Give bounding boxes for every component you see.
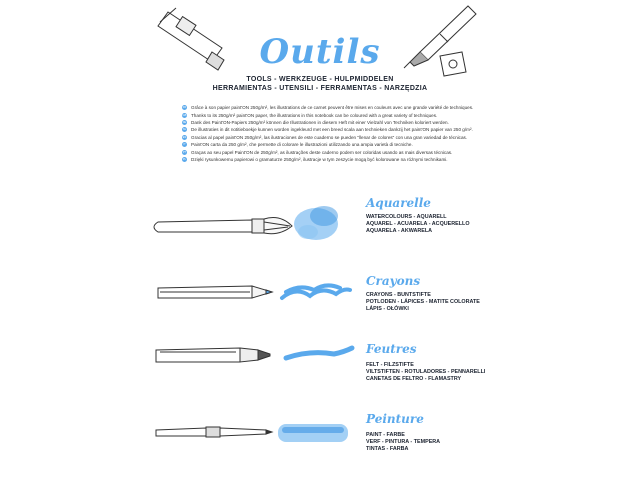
tool-line: CANETAS DE FELTRO - FLAMASTRY — [366, 376, 462, 383]
intro-text: Thanks to its 250g/m² paint'ON paper, the illustrations in this notebook can be coloured with a great variety of techniques. — [191, 112, 438, 118]
tool-title-feutres: Feutres — [366, 342, 417, 356]
page-title: Outils — [259, 32, 381, 72]
intro-text: Gracias al papel paint'ON 250g/m², las ilustraciones de este cuaderno se pueden "llenar de colores" con una gran variedad de técnicas. — [191, 134, 468, 140]
watercolor-brush-icon — [154, 218, 292, 234]
flag-icon: NL — [182, 128, 187, 132]
tool-title-aquarelle: Aquarelle — [366, 196, 431, 210]
intro-line-pt — [182, 148, 482, 155]
tool-line: LÁPIS - OŁÓWKI — [366, 306, 409, 313]
intro-line-es — [182, 134, 482, 141]
tool-line: WATERCOLOURS - AQUARELL — [366, 214, 447, 220]
subtitle-line-2: HERRAMIENTAS - UTENSILI - FERRAMENTAS - NARZĘDZIA — [212, 85, 428, 92]
subtitle-line-1: TOOLS - WERKZEUGE - HULPMIDDELEN — [246, 76, 394, 83]
colored-pencil-icon — [158, 286, 272, 298]
paint-brush-icon — [156, 427, 272, 437]
intro-line-it — [182, 141, 482, 148]
intro-text: Dank des Paint'ON-Papiers 250g/m² können die Illustrationen in diesem Heft mit einer Vielzahl von Techniken koloriert werden. — [191, 119, 449, 125]
tool-title-crayons: Crayons — [366, 274, 421, 288]
paint-swatch — [278, 424, 348, 442]
tool-line: TINTAS - FARBA — [366, 446, 409, 453]
flag-icon: DE — [182, 120, 187, 124]
tool-lines-crayons — [366, 292, 480, 314]
flag-icon: IT — [183, 143, 186, 147]
flag-icon: FR — [182, 106, 187, 110]
tool-lines-aquarelle — [366, 214, 470, 236]
intro-text: Paint'ON carta da 250 g/m², che permette di colorare le illustrazioni utilizzando una ampia varietà di tecniche. — [191, 142, 413, 148]
intro-text: De illustraties in dit notitieboekje kunnen worden ingekleurd met een breed scala aan technieken dankzij het paint'ON papier van 250 g/m². — [191, 127, 473, 133]
pencil-stroke — [282, 285, 350, 298]
intro-text: Dzięki rysunkowemu papierowi o gramaturze 250g/m², ilustracje w tym zeszycie mogą być kolorowane na różnymi technikami. — [191, 156, 448, 162]
intro-text: Grâce à son papier paint'ON 250g/m², les illustrations de ce carnet peuvent être mises en couleurs avec une grande variété de techniques. — [191, 105, 474, 111]
marker-stroke — [286, 348, 352, 358]
intro-line-fr — [182, 104, 482, 111]
tool-lines-feutres — [366, 362, 485, 384]
watercolor-swatch — [294, 206, 338, 240]
flag-icon: ES — [182, 135, 187, 139]
felt-marker-icon — [156, 348, 270, 362]
tool-line: VILTSTIFTEN - ROTULADORES - PENNARELLI — [366, 369, 486, 376]
flag-icon: GB — [182, 113, 187, 117]
flag-icon: PT — [182, 150, 187, 154]
intro-line-nl — [182, 126, 482, 133]
intro-line-de — [182, 119, 482, 126]
intro-text: Graças ao seu papel Paint'ON de 250g/m², as ilustrações deste caderno podem ser coloridas usando as mais diversas técnicas. — [191, 149, 453, 155]
tool-line: VERF - PINTURA - TEMPERA — [366, 439, 441, 446]
flag-icon: PL — [182, 157, 187, 161]
tool-line: CRAYONS - BUNTSTIFTE — [366, 292, 431, 298]
tool-line: AQUAREL - ACUARELA - ACQUERELLO — [366, 221, 470, 228]
tool-lines-peinture — [366, 432, 440, 454]
intro-list — [182, 104, 482, 163]
tool-title-peinture: Peinture — [366, 412, 424, 426]
tool-line: PAINT - FARBE — [366, 432, 405, 438]
intro-line-pl — [182, 156, 482, 163]
intro-line-gb — [182, 111, 482, 118]
tool-line: FELT - FILZSTIFTE — [366, 362, 414, 368]
tool-line: POTLODEN - LÁPICES - MATITE COLORATE — [366, 299, 480, 306]
tool-line: AQUARELA - AKWARELA — [366, 228, 433, 235]
